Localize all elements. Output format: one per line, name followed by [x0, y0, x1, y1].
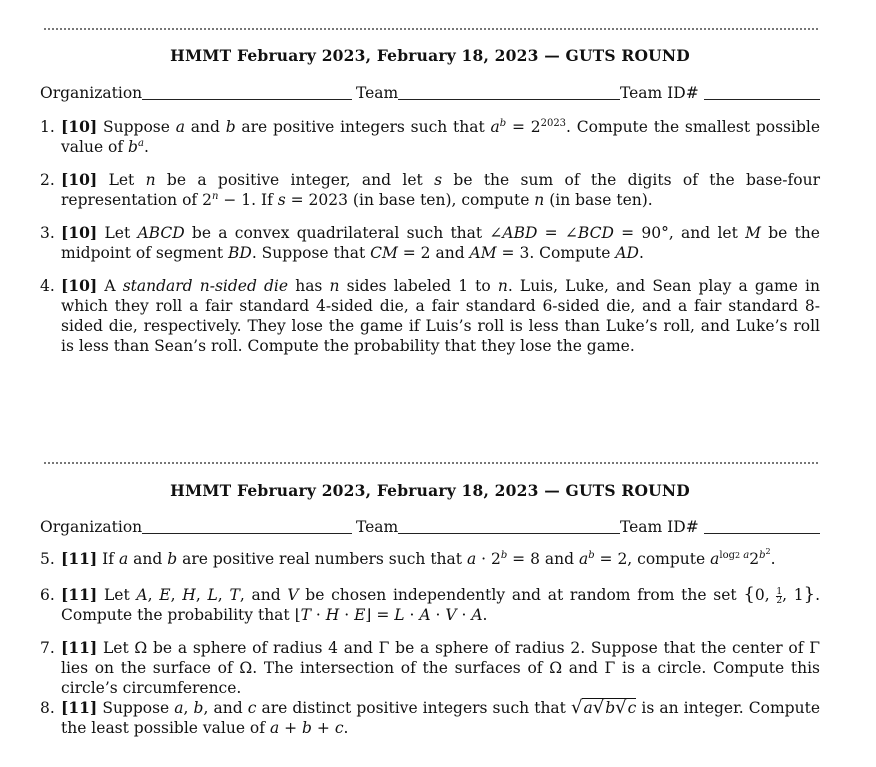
problem-number: 5.: [40, 550, 55, 568]
problem-3: [40, 223, 820, 263]
problem-8: [40, 698, 820, 738]
problem-text: [11] Suppose a, b, and c are distinct positive integers such that √a√b√c is an integer. Compute the least possible value of a + b + c.: [61, 697, 820, 737]
problem-4: [40, 276, 820, 356]
team-id-field[interactable]: [704, 533, 820, 534]
organization-label: Organization: [40, 518, 143, 536]
cut-line: [44, 28, 818, 30]
problem-text: [11] If a and b are positive real numbers such that $a \cdot 2^b = 8$ and $a^b = 2$, compute $a^{log2 a}2^{b^2}$.: [61, 546, 776, 568]
problem-number: 8.: [40, 699, 55, 717]
problem-number: 2.: [40, 171, 55, 189]
problem-text: [10] Let ABCD be a convex quadrilateral such that ∠ABD = ∠BCD = 90°, and let M be the midpoint of segment BD. Suppose that CM = 2 and AM = 3. Compute AD.: [61, 223, 820, 262]
problem-text: [10] Let n be a positive integer, and let s be the sum of the digits of the base-four representation of $2^n - 1$. If s = 2023 (in base ten), compute n (in base ten).: [61, 170, 820, 209]
problem-points: [10]: [61, 170, 98, 189]
team-info-line: [40, 84, 820, 104]
organization-field[interactable]: [136, 99, 352, 100]
problem-text: [11] Let A, E, H, L, T, and V be chosen independently and at random from the set {0, $\frac{1}{2}$ , 1}. Compute the probability that ⌊T · H · E⌋ = L · A · V · A.: [61, 584, 821, 624]
problem-points: [11]: [61, 549, 98, 568]
problem-points: [11]: [61, 585, 98, 604]
problem-1: [40, 117, 820, 157]
team-label: Team: [356, 518, 399, 536]
problem-points: [11]: [61, 638, 98, 657]
team-id-label: Team ID#: [620, 518, 699, 536]
problem-7: [40, 638, 820, 698]
cut-line: [44, 462, 818, 464]
problem-number: 7.: [40, 639, 55, 657]
organization-label: Organization: [40, 84, 143, 102]
problem-text: [10] Suppose a and b are positive integers such that $a^b = 2^{2023}$. Compute the smallest possible value of $b^a$.: [61, 117, 821, 156]
team-info-line: [40, 518, 820, 538]
team-id-field[interactable]: [704, 99, 820, 100]
problem-number: 1.: [40, 118, 55, 136]
page-title: HMMT February 2023, February 18, 2023 — GUTS ROUND: [170, 46, 690, 65]
problem-points: [11]: [61, 698, 98, 717]
team-label: Team: [356, 84, 399, 102]
team-id-label: Team ID#: [620, 84, 699, 102]
problem-number: 4.: [40, 277, 55, 295]
organization-field[interactable]: [136, 533, 352, 534]
problem-points: [10]: [61, 117, 98, 136]
problem-6: [40, 585, 820, 625]
page-title: HMMT February 2023, February 18, 2023 — GUTS ROUND: [170, 481, 690, 500]
problem-number: 6.: [40, 586, 55, 604]
problem-text: [11] Let Ω be a sphere of radius 4 and Γ be a sphere of radius 2. Suppose that the center of Γ lies on the surface of Ω. The intersection of the surfaces of Ω and Γ is a circle. Compute this circle’s circumference.: [61, 638, 820, 697]
problem-text: [10] A standard n-sided die has n sides labeled 1 to n. Luis, Luke, and Sean play a game in which they roll a fair standard 4-sided die, a fair standard 6-sided die, and a fair standard 8-sided die, respectively. They lose the game if Luis’s roll is less than Luke’s roll, and Luke’s roll is less than Sean’s roll. Compute the probability that they lose the game.: [61, 276, 820, 355]
problem-points: [10]: [61, 276, 98, 295]
problem-points: [10]: [61, 223, 98, 242]
team-field[interactable]: [398, 99, 620, 100]
problem-5: [40, 546, 820, 569]
problem-number: 3.: [40, 224, 55, 242]
problem-2: [40, 170, 820, 210]
team-field[interactable]: [398, 533, 620, 534]
